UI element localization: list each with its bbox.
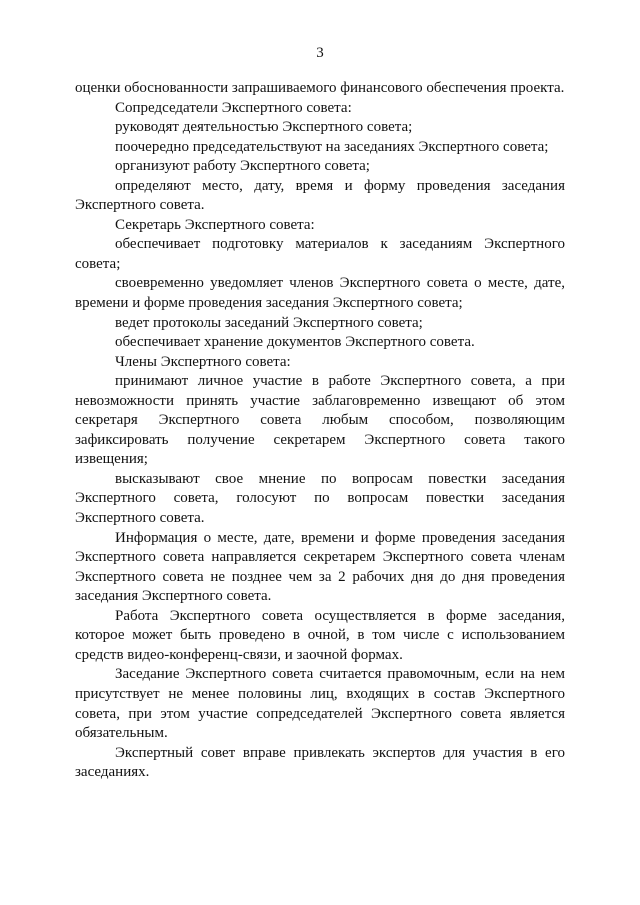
paragraph-7: Секретарь Экспертного совета:	[115, 216, 315, 233]
paragraph-10: ведет протоколы заседаний Экспертного совета;	[115, 314, 423, 331]
paragraph-5: организуют работу Экспертного совета;	[115, 158, 370, 175]
paragraph-11: обеспечивает хранение документов Экспертного совета.	[115, 334, 475, 351]
paragraph-17: Заседание Экспертного совета считается правомочным, если на нем присутствует не менее половины лиц, входящих в состав Экспертного совета, при этом участие сопредседателей Экспертного совета является обязательным.	[75, 666, 565, 742]
paragraph-14: высказывают свое мнение по вопросам повестки заседания Экспертного совета, голосуют по вопросам повестки заседания Экспертного совета.	[75, 470, 565, 527]
document-body	[75, 79, 565, 783]
page-number: 3	[316, 45, 324, 61]
paragraph-13: принимают личное участие в работе Экспертного совета, а при невозможности принять участие заблаговременно извещают об этом секретаря Экспертного совета любым способом, позволяющим зафиксировать получение секретарем Экспертного совета такого извещения;	[75, 373, 565, 468]
paragraph-15: Информация о месте, дате, времени и форме проведения заседания Экспертного совета направляется секретарем Экспертного совета членам Экспертного совета не позднее чем за 2 рабочих дня до дня проведения заседания Экспертного совета.	[75, 529, 565, 605]
paragraph-2: Сопредседатели Экспертного совета:	[115, 99, 352, 116]
paragraph-1: оценки обоснованности запрашиваемого финансового обеспечения проекта.	[75, 80, 565, 96]
paragraph-6: определяют место, дату, время и форму проведения заседания Экспертного совета.	[75, 177, 565, 214]
paragraph-4: поочередно председательствуют на заседаниях Экспертного совета;	[115, 138, 549, 155]
paragraph-3: руководят деятельностью Экспертного совета;	[115, 119, 413, 136]
paragraph-12: Члены Экспертного совета:	[115, 353, 291, 370]
paragraph-16: Работа Экспертного совета осуществляется в форме заседания, которое может быть проведено в очной, в том числе с использованием средств видео-конференц-связи, и заочной формах.	[75, 607, 565, 663]
paragraph-8: обеспечивает подготовку материалов к заседаниям Экспертного совета;	[75, 236, 565, 272]
paragraph-18: Экспертный совет вправе привлекать экспертов для участия в его заседаниях.	[75, 744, 565, 781]
paragraph-9: своевременно уведомляет членов Экспертного совета о месте, дате, времени и форме проведения заседания Экспертного совета;	[75, 275, 565, 312]
